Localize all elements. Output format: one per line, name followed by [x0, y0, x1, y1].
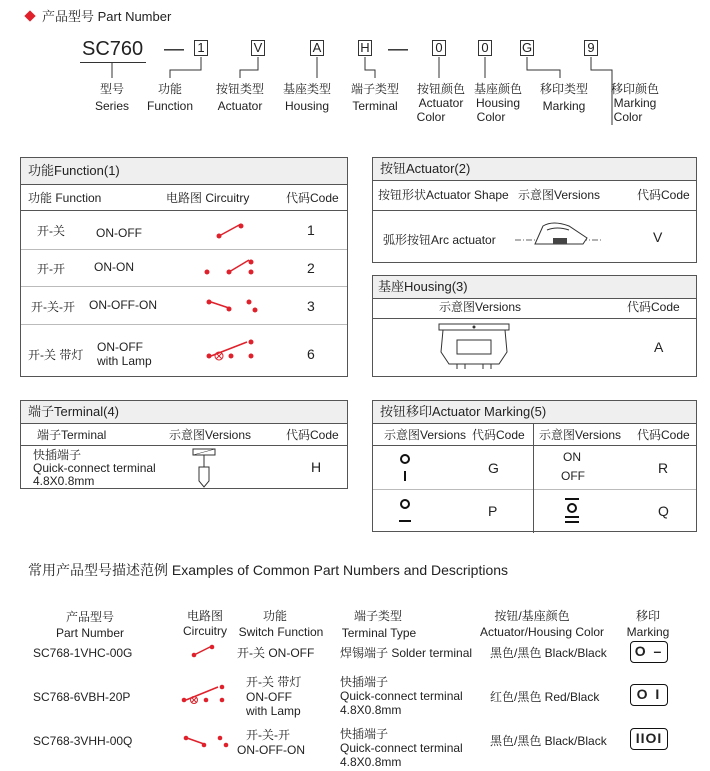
ex-row-1-term: 焊锡端子 Solder terminal: [340, 646, 473, 660]
circuit-on-off-on-icon: [205, 292, 261, 318]
label-actuator-en: Actuator: [217, 99, 263, 113]
function-col-circuitry: 电路图 Circuitry: [166, 191, 250, 205]
actuator-table: [372, 157, 697, 263]
function-row-2-en: ON-ON: [94, 260, 134, 274]
ex-col-color-en: Actuator/Housing Color: [479, 625, 605, 639]
ex-row-3-part: SC768-3VHH-00Q: [33, 734, 133, 748]
dash-2: —: [388, 38, 408, 60]
terminal-col-versions: 示意图Versions: [169, 428, 252, 442]
ex-row-3-marking: IIOI: [630, 728, 668, 750]
ex-row-3-func-1: 开-关-开: [246, 728, 290, 742]
ex-row-2-func-3: with Lamp: [246, 704, 301, 718]
ex-col-func-en: Switch Function: [238, 625, 324, 639]
code-box-marking-color: 9: [584, 40, 598, 56]
ex-row-1-circuit-icon: [190, 641, 220, 661]
label-housing-color-en1: Housing: [475, 96, 521, 110]
ex-row-2-color: 红色/黑色 Red/Black: [490, 690, 600, 704]
terminal-col-terminal: 端子Terminal: [37, 428, 107, 442]
marking-row-1-code-1: G: [488, 460, 499, 476]
actuator-col-versions: 示意图Versions: [518, 188, 601, 202]
label-housing-color-en2: Color: [476, 110, 506, 124]
function-table-title: 功能Function(1): [28, 163, 120, 178]
ex-row-3-func-2: ON-OFF-ON: [237, 743, 305, 757]
circuit-on-off-icon: [213, 218, 253, 244]
code-box-housing: A: [310, 40, 324, 56]
marking-row-2-code-1: P: [488, 503, 498, 519]
marking-row-1-code-2: R: [658, 460, 669, 476]
terminal-row-size: 4.8X0.8mm: [33, 474, 95, 488]
label-marking-cn: 移印类型: [539, 82, 588, 96]
housing-icon: [435, 322, 515, 372]
actuator-col-code: 代码Code: [637, 188, 690, 202]
ex-col-func-cn: 功能: [262, 609, 287, 623]
function-row-2-cn: 开-开: [37, 262, 65, 276]
ex-row-2-func-1: 开-关 带灯: [246, 675, 302, 689]
housing-col-code: 代码Code: [627, 300, 680, 314]
marking-o-i-icon: [395, 453, 415, 485]
marking-col-code-2: 代码Code: [637, 428, 690, 442]
terminal-icon: [189, 447, 221, 489]
circuit-lamp-icon: [203, 334, 263, 364]
actuator-col-shape: 按钮形状Actuator Shape: [378, 188, 509, 202]
label-series-en: Series: [94, 99, 129, 113]
label-housing-color-cn: 基座颜色: [473, 82, 522, 96]
function-row-1-cn: 开-关: [37, 224, 65, 238]
label-function-cn: 功能: [157, 82, 182, 96]
label-housing-en: Housing: [284, 99, 330, 113]
ex-row-3-term-1: 快插端子: [340, 727, 389, 741]
marking-table-title: 按钮移印Actuator Marking(5): [380, 404, 547, 419]
ex-row-2-circuit-icon: [180, 680, 230, 708]
housing-table: [372, 275, 697, 377]
label-marking-color-cn: 移印颜色: [610, 82, 659, 96]
code-box-marking: G: [521, 40, 533, 55]
terminal-col-code: 代码Code: [286, 428, 339, 442]
function-row-4-code: 6: [307, 346, 315, 362]
function-row-3-code: 3: [307, 298, 315, 314]
marking-row-2-code-2: Q: [658, 503, 669, 519]
label-actuator-cn: 按钮类型: [215, 82, 264, 96]
ex-row-2-term-3: 4.8X0.8mm: [340, 703, 402, 717]
terminal-row-cn: 快插端子: [33, 448, 82, 462]
housing-row-code: A: [654, 339, 664, 355]
housing-col-versions: 示意图Versions: [439, 300, 522, 314]
ex-col-part-en: Part Number: [55, 626, 125, 640]
label-actuator-color-en1: Actuator: [418, 96, 464, 110]
ex-col-circ-cn: 电路图: [186, 609, 223, 623]
marking-col-versions-2: 示意图Versions: [539, 428, 622, 442]
ex-col-term-en: Terminal Type: [341, 626, 417, 640]
code-box-actuator: V: [251, 40, 265, 56]
ex-col-color-cn: 按钮/基座颜色: [494, 609, 570, 623]
circuit-on-on-icon: [203, 254, 263, 280]
ex-row-1-marking: O –: [630, 641, 668, 663]
code-box-terminal: H: [358, 40, 372, 56]
ex-row-2-part: SC768-6VBH-20P: [33, 690, 131, 704]
ex-row-2-term-2: Quick-connect terminal: [340, 689, 463, 703]
examples-title: 常用产品型号描述范例 Examples of Common Part Numbers and Descriptions: [28, 562, 509, 578]
actuator-row-label: 弧形按钮Arc actuator: [383, 233, 496, 247]
housing-table-title: 基座Housing(3): [378, 279, 468, 294]
function-col-function: 功能 Function: [28, 191, 102, 205]
label-housing-cn: 基座类型: [282, 82, 331, 96]
ex-col-circ-en: Circuitry: [183, 624, 227, 638]
label-terminal-cn: 端子类型: [350, 82, 399, 96]
ex-row-1-part: SC768-1VHC-00G: [33, 646, 133, 660]
part-number-title: 产品型号 Part Number: [42, 9, 172, 24]
terminal-table: [20, 400, 348, 489]
terminal-row-code: H: [311, 459, 322, 475]
function-col-code: 代码Code: [286, 191, 339, 205]
ex-col-mark-en: Marking: [626, 625, 670, 639]
function-row-1-en: ON-OFF: [96, 226, 142, 240]
marking-col-versions-1: 示意图Versions: [384, 428, 467, 442]
ex-row-3-color: 黑色/黑色 Black/Black: [490, 734, 607, 748]
label-series-cn: 型号: [99, 82, 124, 96]
ex-col-term-cn: 端子类型: [353, 609, 402, 623]
function-row-1-code: 1: [307, 222, 315, 238]
label-marking-en: Marking: [542, 99, 586, 113]
function-row-4-cn: 开-关 带灯: [28, 348, 84, 362]
function-row-3-en: ON-OFF-ON: [89, 298, 157, 312]
label-terminal-en: Terminal: [352, 99, 398, 113]
marking-dash-o-bars-icon: [561, 495, 583, 529]
function-row-4-en1: ON-OFF: [97, 340, 143, 354]
dash-1: —: [164, 38, 184, 60]
ex-col-part-cn: 产品型号: [65, 610, 114, 624]
label-marking-color-en2: Color: [613, 110, 643, 124]
ex-row-2-marking: O I: [630, 684, 668, 706]
ex-row-2-term-1: 快插端子: [340, 675, 389, 689]
marking-col-code-1: 代码Code: [472, 428, 525, 442]
ex-row-3-circuit-icon: [182, 730, 230, 752]
label-actuator-color-en2: Color: [416, 110, 446, 124]
ex-row-1-func: 开-关 ON-OFF: [237, 646, 315, 660]
function-row-4-en2: with Lamp: [97, 354, 152, 368]
terminal-row-en: Quick-connect terminal: [33, 461, 156, 475]
ex-row-3-term-3: 4.8X0.8mm: [340, 755, 402, 769]
actuator-table-title: 按钮Actuator(2): [380, 161, 471, 176]
ex-col-mark-cn: 移印: [635, 609, 660, 623]
label-marking-color-en1: Marking: [613, 96, 657, 110]
ex-row-1-color: 黑色/黑色 Black/Black: [490, 646, 607, 660]
actuator-row-code: V: [653, 229, 663, 245]
label-actuator-color-cn: 按钮颜色: [416, 82, 465, 96]
ex-row-3-term-2: Quick-connect terminal: [340, 741, 463, 755]
function-row-3-cn: 开-关-开: [31, 300, 75, 314]
code-box-housing-color: 0: [478, 40, 492, 56]
marking-table: [372, 400, 697, 532]
function-table: [20, 157, 348, 377]
function-row-2-code: 2: [307, 260, 315, 276]
marking-on-text: ON: [563, 450, 581, 464]
series-code: SC760: [82, 38, 144, 60]
arc-actuator-icon: [513, 218, 603, 252]
marking-o-dash-icon: [395, 497, 415, 529]
terminal-table-title: 端子Terminal(4): [28, 404, 120, 419]
code-box-actuator-color: 0: [432, 40, 446, 56]
code-box-function: 1: [194, 40, 208, 56]
marking-off-text: OFF: [561, 469, 585, 483]
label-function-en: Function: [146, 99, 194, 113]
ex-row-2-func-2: ON-OFF: [246, 690, 292, 704]
